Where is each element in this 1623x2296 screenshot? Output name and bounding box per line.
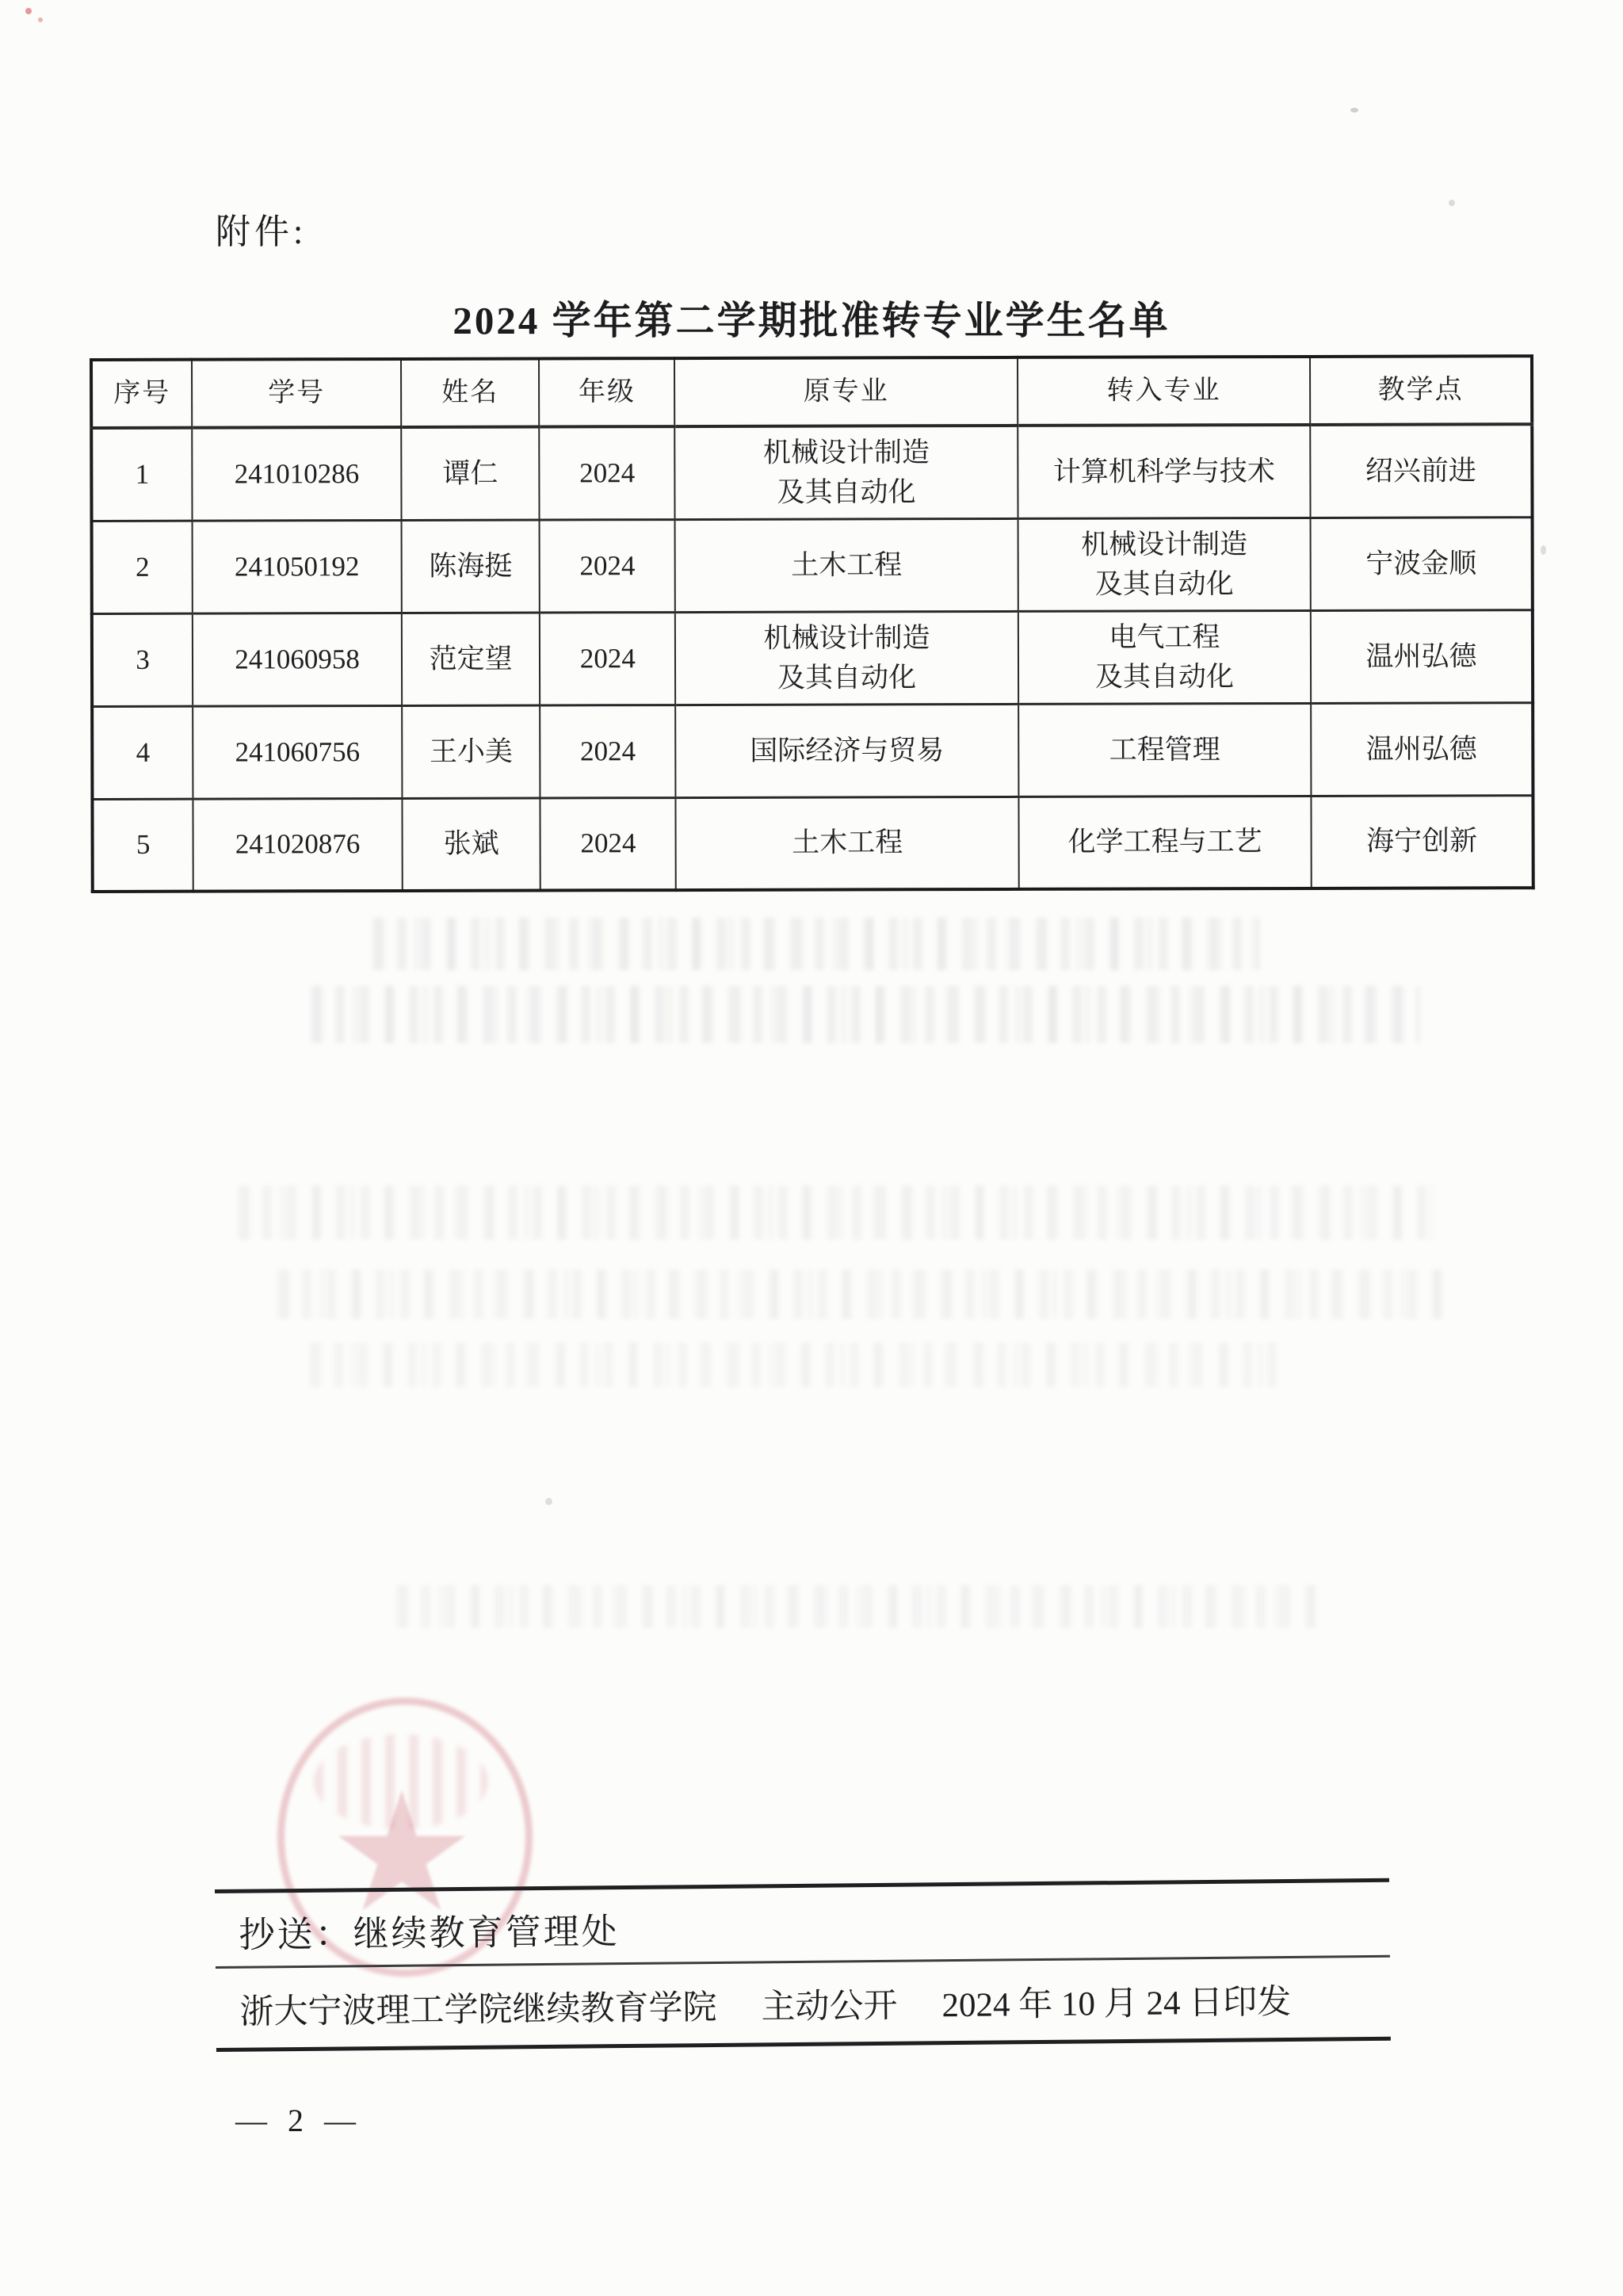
cell-new-major: 计算机科学与技术 bbox=[1018, 425, 1310, 518]
header-name: 姓名 bbox=[401, 359, 540, 427]
cc-line: 抄送：继续教育管理处 bbox=[239, 1912, 620, 1955]
header-student-id: 学号 bbox=[192, 359, 401, 428]
bleed-through-artifact bbox=[372, 918, 1260, 970]
cell-original-major: 土木工程 bbox=[675, 518, 1018, 612]
print-date: 2024 年 10 月 24 日印发 bbox=[941, 1983, 1292, 2024]
bleed-through-artifact bbox=[277, 1270, 1442, 1319]
cell-original-major: 土木工程 bbox=[676, 797, 1019, 890]
bleed-through-artifact bbox=[311, 986, 1420, 1043]
table-row bbox=[92, 609, 1533, 706]
cell-name: 王小美 bbox=[402, 705, 540, 798]
cell-student-id: 241050192 bbox=[193, 520, 402, 613]
cell-original-major: 国际经济与贸易 bbox=[675, 704, 1018, 797]
scan-speck bbox=[1350, 108, 1358, 113]
bleed-through-artifact bbox=[309, 1343, 1292, 1387]
transfer-students-table bbox=[90, 354, 1535, 893]
cell-index: 5 bbox=[92, 799, 193, 892]
table-row bbox=[92, 517, 1533, 613]
cell-grade: 2024 bbox=[540, 797, 676, 890]
cell-index: 1 bbox=[91, 428, 193, 521]
cell-teaching-point: 绍兴前进 bbox=[1310, 424, 1532, 518]
bleed-through-artifact bbox=[238, 1186, 1434, 1240]
attachment-label: 附件: bbox=[216, 212, 307, 251]
cell-new-major: 工程管理 bbox=[1018, 703, 1311, 797]
footer-rule-bottom bbox=[216, 2037, 1391, 2052]
cell-teaching-point: 海宁创新 bbox=[1311, 795, 1533, 888]
cell-student-id: 241010286 bbox=[192, 427, 401, 521]
cell-grade: 2024 bbox=[540, 612, 675, 705]
cell-name: 张斌 bbox=[402, 798, 540, 891]
cell-index: 2 bbox=[92, 521, 193, 613]
cell-new-major: 化学工程与工艺 bbox=[1018, 796, 1311, 889]
cell-student-id: 241020876 bbox=[193, 798, 403, 892]
publication-line bbox=[239, 1972, 1391, 2035]
table-row bbox=[91, 424, 1532, 521]
table-header-row bbox=[91, 356, 1532, 428]
cell-teaching-point: 宁波金顺 bbox=[1311, 517, 1533, 610]
publicity-type: 主动公开 bbox=[761, 1987, 898, 2026]
scan-speck bbox=[545, 1498, 552, 1505]
scan-speck bbox=[1541, 545, 1546, 555]
cell-name: 谭仁 bbox=[401, 427, 540, 520]
bleed-through-artifact bbox=[396, 1585, 1316, 1628]
cell-name: 陈海挺 bbox=[401, 520, 540, 613]
cell-original-major: 机械设计制造 及其自动化 bbox=[675, 611, 1018, 705]
cell-index: 4 bbox=[92, 706, 193, 799]
footer-rule-middle bbox=[216, 1955, 1390, 1969]
cell-grade: 2024 bbox=[540, 519, 675, 612]
header-original-major: 原专业 bbox=[674, 357, 1018, 426]
scan-speck bbox=[1449, 200, 1455, 206]
scan-speck bbox=[38, 17, 43, 22]
scan-speck bbox=[25, 8, 32, 14]
cell-grade: 2024 bbox=[540, 426, 675, 519]
cell-new-major: 电气工程 及其自动化 bbox=[1018, 610, 1311, 704]
table-row bbox=[92, 702, 1533, 799]
cell-new-major: 机械设计制造 及其自动化 bbox=[1018, 518, 1310, 611]
page-number: — 2 — bbox=[235, 2103, 362, 2138]
cell-name: 范定望 bbox=[402, 613, 540, 705]
cell-original-major: 机械设计制造 及其自动化 bbox=[674, 426, 1018, 519]
cell-teaching-point: 温州弘德 bbox=[1311, 609, 1533, 703]
header-new-major: 转入专业 bbox=[1018, 357, 1310, 426]
table-row bbox=[92, 795, 1533, 892]
cell-teaching-point: 温州弘德 bbox=[1311, 702, 1533, 796]
issuer-name: 浙大宁波理工学院继续教育学院 bbox=[239, 1988, 717, 2031]
cell-grade: 2024 bbox=[540, 705, 676, 797]
cell-student-id: 241060958 bbox=[193, 613, 402, 706]
header-grade: 年级 bbox=[539, 358, 674, 426]
cell-index: 3 bbox=[92, 613, 193, 706]
cell-student-id: 241060756 bbox=[193, 705, 402, 799]
page-title: 2024 学年第二学期批准转专业学生名单 bbox=[453, 299, 1170, 342]
header-teaching-point: 教学点 bbox=[1310, 356, 1532, 425]
header-index: 序号 bbox=[91, 360, 192, 428]
document-footer bbox=[215, 1878, 1391, 2052]
